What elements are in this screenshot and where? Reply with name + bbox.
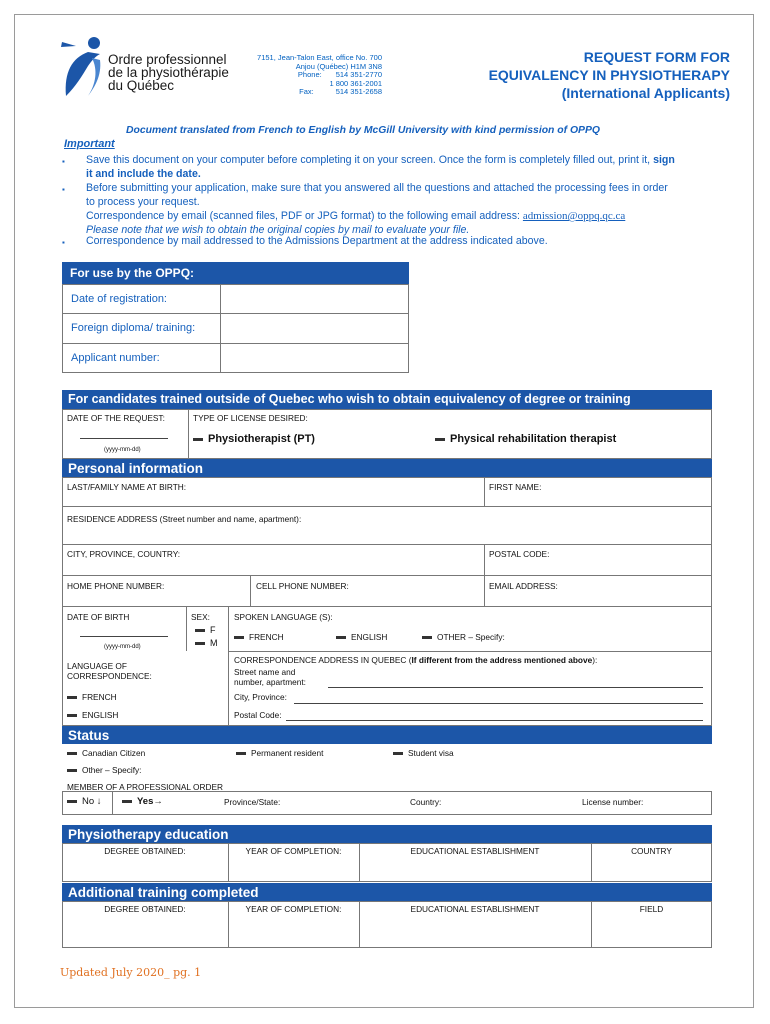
instruction-1 [86,153,716,181]
sex-m-option[interactable] [195,638,218,648]
spoken-other-checkbox[interactable] [422,636,432,639]
row-line [62,606,712,607]
spoken-english-checkbox[interactable] [336,636,346,639]
instruction-2-line4: Please note that we wish to obtain the original copies by mail to evaluate your file. [86,224,470,236]
status-other-option[interactable] [67,765,142,775]
candidates-header: For candidates trained outside of Quebec who wish to obtain equivalency of degree or training [62,390,712,409]
sex-m-label: M [210,638,218,648]
member-no-label: No ↓ [82,796,102,807]
col-line [484,575,485,606]
instruction-2 [86,181,726,237]
phone-number: 514 351-2770 [335,70,382,79]
form-title [420,48,730,102]
title-line1: REQUEST FORM FOR [583,49,730,65]
dob-format: (yyyy-mm-dd) [104,644,141,650]
fax-line [250,88,382,97]
col-line [484,544,485,575]
status-header: Status [62,726,712,744]
postal-code-label: Postal Code: [234,710,282,720]
sex-label: SEX: [191,612,210,622]
sex-m-checkbox[interactable] [195,642,205,645]
cell-phone-label: CELL PHONE NUMBER: [256,581,349,591]
phone-label: Phone: [297,70,322,79]
option-physiotherapist[interactable] [193,434,315,444]
physiotherapist-checkbox[interactable] [193,438,203,441]
oppq-divider [220,284,221,373]
other-status-checkbox[interactable] [67,769,77,772]
member-no-option[interactable] [67,797,102,807]
spoken-english-option[interactable] [336,632,387,642]
logo-line3: du Québec [108,78,175,93]
rehab-therapist-label: Physical rehabilitation therapist [450,433,617,445]
row-line [62,544,712,545]
home-phone-label: HOME PHONE NUMBER: [67,581,165,591]
logo-text [108,53,229,92]
title-line3: (International Applicants) [561,85,730,101]
oppq-logo-icon [58,36,108,100]
rehab-therapist-checkbox[interactable] [435,438,445,441]
spoken-french-option[interactable] [234,632,284,642]
instruction-2-line2: to process your request. [86,196,200,208]
correspondence-english-label: ENGLISH [82,710,119,720]
spoken-french-label: FRENCH [249,632,284,642]
student-label: Student visa [408,748,454,758]
dob-field[interactable] [80,636,168,637]
personal-header: Personal information [62,459,712,477]
citizen-label: Canadian Citizen [82,748,146,758]
correspondence-english-option[interactable] [67,710,118,720]
request-divider [188,409,189,459]
bullet-1: ▪ [62,157,65,166]
citizen-checkbox[interactable] [67,752,77,755]
correspondence-address-end: ): [592,655,598,665]
city-province-label: City, Province: [234,692,287,702]
correspondence-french-label: FRENCH [82,692,117,702]
col-line [112,791,113,815]
bullet-2: ▪ [62,185,65,194]
training-degree-header: DEGREE OBTAINED: [104,904,186,914]
oppq-diploma-field[interactable] [222,315,407,342]
correspondence-address-label [234,655,597,665]
education-degree-header: DEGREE OBTAINED: [104,846,186,856]
oppq-diploma-label: Foreign diploma/ training: [71,322,196,334]
oppq-header: For use by the OPPQ: [62,262,409,284]
date-request-format: (yyyy-mm-dd) [104,447,141,453]
important-heading: Important [64,138,115,150]
member-yes-label: Yes→ [137,796,163,807]
correspondence-address-note: If different from the address mentioned above [411,655,593,665]
postal-code-field[interactable] [286,720,703,721]
training-field-header: FIELD [639,904,664,914]
instruction-1-sign: sign [653,154,675,166]
physiotherapist-label: Physiotherapist (PT) [208,433,315,445]
spoken-language-label: SPOKEN LANGUAGE (S): [234,612,333,622]
street-field[interactable] [328,687,703,688]
status-citizen-option[interactable] [67,748,145,758]
resident-label: Permanent resident [251,748,324,758]
member-no-checkbox[interactable] [67,800,77,803]
status-resident-option[interactable] [236,748,323,758]
first-name-label: FIRST NAME: [489,482,542,492]
row-line [228,651,712,652]
oppq-row-line [62,313,409,314]
training-establishment-header: EDUCATIONAL ESTABLISHMENT [410,904,540,914]
spoken-english-label: ENGLISH [351,632,388,642]
resident-checkbox[interactable] [236,752,246,755]
correspondence-address-text: CORRESPONDENCE ADDRESS IN QUEBEC ( [234,655,412,665]
instruction-1-line2: it and include the date. [86,168,201,180]
bullet-3: ▪ [62,238,65,247]
street-label [234,667,306,687]
correspondence-french-checkbox[interactable] [67,696,77,699]
training-header: Additional training completed [62,883,712,901]
oppq-applicant-label: Applicant number: [71,352,160,364]
col-line [228,606,229,726]
fax-number: 514 351-2658 [335,87,382,96]
correspondence-english-checkbox[interactable] [67,714,77,717]
dob-label: DATE OF BIRTH [67,612,130,622]
sex-f-label: F [210,625,216,635]
education-header: Physiotherapy education [62,825,712,843]
education-country-header: COUNTRY [631,846,672,856]
last-name-label: LAST/FAMILY NAME AT BIRTH: [67,482,187,492]
member-yes-checkbox[interactable] [122,800,132,803]
other-status-label: Other – Specify: [82,765,142,775]
title-line2: EQUIVALENCY IN PHYSIOTHERAPY [488,67,730,83]
instruction-2-line1: Before submitting your application, make sure that you answered all the questions and attached the processing fees in order [86,182,668,194]
address-line2: Anjou (Québec) H1M 3N8 [295,61,382,71]
training-year-header: YEAR OF COMPLETION: [245,904,342,914]
correspondence-language-line1: LANGUAGE OF [67,661,127,671]
city-province-field[interactable] [294,703,703,704]
admission-email-link[interactable]: admission@oppq.qc.ca [522,210,626,222]
member-yes-option[interactable] [122,797,163,807]
city-label: CITY, PROVINCE, COUNTRY: [67,549,181,559]
col-line [484,477,485,506]
instruction-2-line3 [86,209,726,223]
instruction-3: Correspondence by mail addressed to the Admissions Department at the address indicated above. [86,235,548,247]
license-type-label: TYPE OF LICENSE DESIRED: [193,413,308,423]
row-line [62,506,712,507]
option-rehab-therapist[interactable] [435,434,616,444]
license-number-label: License number: [582,797,644,807]
spoken-other-option[interactable] [422,632,505,642]
street-label-line1: Street name and [234,667,296,677]
education-establishment-header: EDUCATIONAL ESTABLISHMENT [410,846,540,856]
correspondence-language-label [67,661,152,681]
status-student-option[interactable] [393,748,454,758]
spoken-french-checkbox[interactable] [234,636,244,639]
address-line1: 7151, Jean-Talon East, office No. 700 [257,53,382,62]
logo-line2: de la physiothérapie [108,65,229,80]
province-label: Province/State: [224,797,281,807]
oppq-row-line [62,343,409,344]
col-line [250,575,251,606]
oppq-registration-label: Date of registration: [71,293,167,305]
sex-f-checkbox[interactable] [195,629,205,632]
correspondence-french-option[interactable] [67,692,117,702]
row-line [62,575,712,576]
date-request-label: DATE OF THE REQUEST: [67,413,165,423]
street-label-line2: number, apartment: [234,677,306,687]
translation-note: Document translated from French to English by McGill University with kind permission of OPPQ [126,125,601,136]
col-line [186,606,187,651]
page-footer: Updated July 2020_ pg. 1 [60,966,202,979]
tollfree-number: 1 800 361-2001 [329,78,382,88]
correspondence-language-line2: CORRESPONDENCE: [67,671,152,681]
instruction-2-email-text: Correspondence by email (scanned files, PDF or JPG format) to the following email address: [86,210,520,222]
oppq-applicant-field[interactable] [222,345,407,372]
sex-f-option[interactable] [195,625,216,635]
member-order-label: MEMBER OF A PROFESSIONAL ORDER [67,782,223,792]
fax-label: Fax: [299,87,314,96]
postal-label: POSTAL CODE: [489,549,550,559]
residence-label: RESIDENCE ADDRESS (Street number and name, apartment): [67,514,302,524]
date-request-field[interactable] [80,438,168,439]
spoken-other-label: OTHER – Specify: [437,632,505,642]
student-checkbox[interactable] [393,752,403,755]
logo-line1: Ordre professionnel [108,52,227,67]
instruction-1-text: Save this document on your computer before completing it on your screen. Once the form is completely filled out, print it, [86,154,651,166]
office-address [250,54,382,97]
email-label: EMAIL ADDRESS: [489,581,558,591]
education-year-header: YEAR OF COMPLETION: [245,846,342,856]
country-label: Country: [410,797,442,807]
oppq-registration-field[interactable] [222,286,407,312]
